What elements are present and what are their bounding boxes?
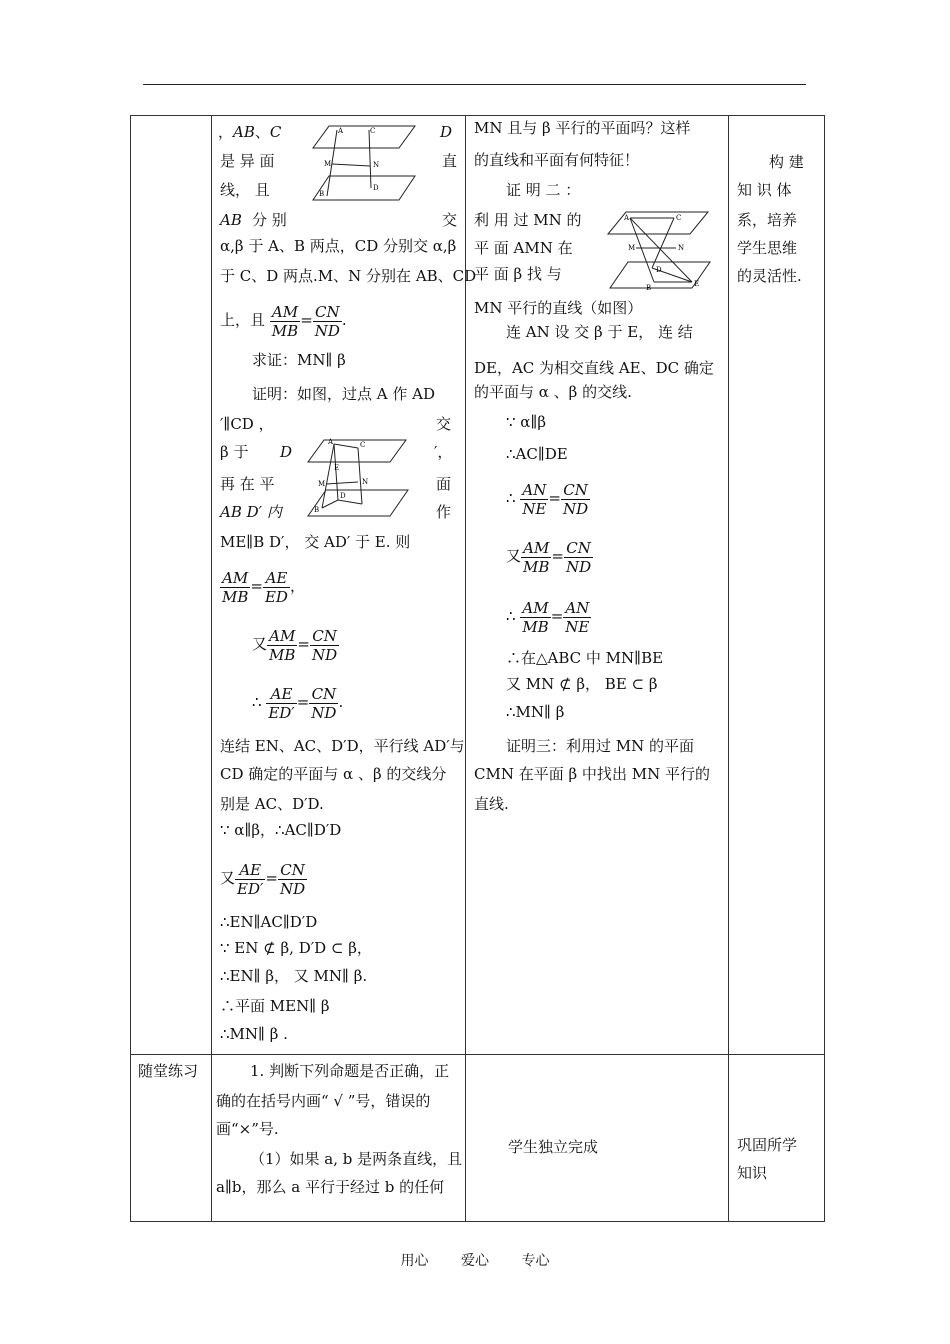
stage-cell bbox=[131, 1055, 212, 1222]
label: N bbox=[373, 161, 380, 169]
text: 、 bbox=[254, 123, 270, 141]
text: ′， bbox=[434, 443, 453, 461]
text: 画“×”号. bbox=[216, 1120, 279, 1138]
text: C bbox=[269, 123, 282, 141]
activity-cell bbox=[466, 116, 729, 1055]
text: 直 bbox=[442, 152, 458, 170]
label: B bbox=[646, 284, 652, 292]
fraction: $\frac{CN}{ND}$ bbox=[314, 302, 340, 340]
text: 交 bbox=[436, 415, 452, 433]
label: N bbox=[678, 244, 685, 252]
text: 于 C、D 两点.M、N 分别在 AB、CD bbox=[220, 267, 477, 285]
text: 的直线和平面有何特征！ bbox=[474, 151, 640, 169]
text: ∴平面 MEN∥ β bbox=[220, 997, 330, 1015]
text: AB D′ 内 bbox=[220, 503, 282, 521]
text: 学生独立完成 bbox=[508, 1138, 599, 1156]
footer-text: 专心 bbox=[521, 1253, 550, 1269]
label: E bbox=[334, 464, 340, 472]
text: 知 识 体 bbox=[737, 181, 792, 199]
text: MN 且与 β 平行的平面吗？这样 bbox=[474, 119, 691, 137]
table-row bbox=[131, 116, 825, 1055]
text: 学生思维 bbox=[737, 239, 798, 257]
text: 分 别 bbox=[252, 211, 287, 229]
fraction: $\frac{AM}{MB}$ bbox=[271, 302, 299, 340]
text: = bbox=[300, 311, 313, 329]
text: D bbox=[440, 123, 453, 141]
label: B bbox=[319, 190, 325, 198]
text: 面 bbox=[436, 475, 452, 493]
intent-cell bbox=[729, 116, 825, 1055]
label: B bbox=[314, 506, 320, 514]
header-rule bbox=[143, 84, 806, 85]
label: N bbox=[362, 478, 369, 486]
fraction: $\frac{AN}{NE}$ bbox=[522, 480, 547, 518]
text: D bbox=[280, 443, 293, 461]
fraction: $\frac{AE}{ED'}$ bbox=[237, 860, 264, 898]
text: ∴ bbox=[506, 489, 516, 507]
text: 证 明 二 ： bbox=[506, 181, 581, 199]
footer-text: 爱心 bbox=[461, 1253, 489, 1269]
fraction: $\frac{AN}{NE}$ bbox=[565, 598, 590, 636]
label: M bbox=[318, 480, 326, 488]
text: 直线. bbox=[474, 795, 509, 813]
text: . bbox=[338, 693, 344, 711]
text: CMN 在平面 β 中找出 MN 平行的 bbox=[474, 765, 710, 783]
text: α,β 于 A、B 两点，CD 分别交 α,β bbox=[220, 237, 457, 255]
label: A bbox=[624, 214, 630, 222]
text: 知识 bbox=[737, 1164, 768, 1182]
text: = bbox=[551, 547, 564, 565]
text: 作 bbox=[436, 503, 452, 521]
text: ∵ α∥β bbox=[506, 413, 547, 431]
text: β 于 bbox=[220, 443, 249, 461]
exercise-intent-cell bbox=[729, 1055, 825, 1222]
figure-proof-one bbox=[304, 434, 414, 524]
text: 的平面与 α 、β 的交线. bbox=[474, 383, 632, 401]
text: AB bbox=[220, 211, 242, 229]
label: C bbox=[676, 214, 682, 222]
stage-label: 随堂练习 bbox=[138, 1062, 199, 1080]
text: DE，AC 为相交直线 AE、DC 确定 bbox=[474, 359, 714, 377]
fraction: $\frac{CN}{ND}$ bbox=[562, 480, 589, 518]
page-footer bbox=[0, 1250, 950, 1270]
text: = bbox=[548, 489, 561, 507]
text: 连 AN 设 交 β 于 E， 连 结 bbox=[506, 323, 693, 341]
text: ∴EN∥AC∥D′D bbox=[220, 913, 318, 931]
table-row bbox=[131, 1055, 825, 1222]
text: 又 bbox=[220, 869, 236, 887]
text: AB bbox=[233, 123, 255, 141]
text: 1. 判断下列命题是否正确，正 bbox=[250, 1062, 450, 1080]
label: A bbox=[328, 438, 334, 446]
text: 证明三：利用过 MN 的平面 bbox=[506, 737, 695, 755]
text: 连结 EN、AC、D′D，平行线 AD′与 bbox=[220, 737, 465, 755]
label: C bbox=[360, 441, 366, 449]
text: ∴ bbox=[506, 607, 516, 625]
text: ∴AC∥DE bbox=[506, 445, 568, 463]
label: A bbox=[338, 127, 344, 135]
text: 确的在括号内画“ √ ”号，错误的 bbox=[216, 1092, 431, 1110]
text: ∵ α∥β，∴AC∥D′D bbox=[220, 821, 342, 839]
text: 证明：如图，过点 A 作 AD bbox=[252, 385, 435, 403]
text: ， bbox=[218, 123, 234, 141]
text: （1）如果 a, b 是两条直线，且 bbox=[250, 1150, 463, 1168]
text: 线， 且 bbox=[220, 181, 270, 199]
fraction: $\frac{CN}{ND}$ bbox=[279, 860, 306, 898]
footer-text: 用心 bbox=[400, 1253, 429, 1269]
text: 又 MN ⊄ β， BE ⊂ β bbox=[506, 675, 658, 693]
fraction: $\frac{AE}{ED}$ bbox=[264, 568, 288, 606]
text: 又 bbox=[506, 547, 522, 565]
text: ′∥CD ， bbox=[220, 415, 274, 433]
text: 利 用 过 MN 的 bbox=[474, 211, 582, 229]
label: D bbox=[340, 492, 346, 500]
text: 的灵活性. bbox=[737, 267, 802, 285]
text: 系，培养 bbox=[737, 211, 798, 229]
fraction: $\frac{CN}{ND}$ bbox=[311, 626, 338, 664]
text: 又 bbox=[252, 635, 268, 653]
text: = bbox=[550, 607, 564, 625]
text: . bbox=[341, 311, 347, 329]
label: C bbox=[370, 127, 376, 135]
text: ∴EN∥ β， 又 MN∥ β. bbox=[220, 967, 368, 985]
text: ∴在△ABC 中 MN∥BE bbox=[506, 649, 664, 667]
label: M bbox=[324, 160, 332, 168]
text: ∴MN∥ β bbox=[506, 703, 565, 721]
fraction: $\frac{CN}{ND}$ bbox=[565, 538, 592, 576]
text: = bbox=[296, 693, 310, 711]
text: 巩固所学 bbox=[737, 1136, 798, 1154]
text: ， bbox=[289, 577, 305, 595]
content-cell bbox=[212, 116, 477, 1055]
text: ∴MN∥ β . bbox=[220, 1025, 288, 1043]
text: 再 在 平 bbox=[220, 475, 275, 493]
text: = bbox=[250, 577, 263, 595]
lesson-table bbox=[130, 115, 825, 1222]
figure-proof-two bbox=[606, 208, 716, 294]
label: D bbox=[656, 266, 662, 274]
exercise-activity-cell bbox=[466, 1055, 729, 1222]
text: ∴ bbox=[252, 693, 262, 711]
text: 上，且 bbox=[220, 311, 266, 329]
fraction: $\frac{AE}{ED'}$ bbox=[268, 684, 295, 722]
text: 平 面 AMN 在 bbox=[474, 239, 573, 257]
fraction: $\frac{AM}{MB}$ bbox=[523, 538, 550, 576]
label: M bbox=[628, 244, 636, 252]
text: 求证：MN∥ β bbox=[252, 351, 346, 369]
fraction: $\frac{AM}{MB}$ bbox=[222, 568, 249, 606]
label: E bbox=[694, 280, 700, 288]
fraction: $\frac{CN}{ND}$ bbox=[311, 684, 337, 722]
text: 别是 AC、D′D. bbox=[220, 795, 324, 813]
fraction: $\frac{AM}{MB}$ bbox=[522, 598, 549, 636]
text: 交 bbox=[442, 211, 458, 229]
label: D bbox=[373, 184, 379, 192]
exercise-cell bbox=[212, 1055, 466, 1222]
figure-skew-lines-planes bbox=[307, 118, 437, 206]
text: MN 平行的直线（如图） bbox=[474, 299, 643, 317]
text: 平 面 β 找 与 bbox=[474, 265, 562, 283]
text: ∵ EN ⊄ β, D′D ⊂ β， bbox=[220, 939, 372, 957]
text: = bbox=[265, 869, 278, 887]
stage-cell-empty bbox=[131, 116, 212, 1055]
text: CD 确定的平面与 α 、β 的交线分 bbox=[220, 765, 447, 783]
text: a∥b，那么 a 平行于经过 b 的任何 bbox=[216, 1178, 445, 1196]
fraction: $\frac{AM}{MB}$ bbox=[269, 626, 296, 664]
text: 是 异 面 bbox=[220, 152, 275, 170]
text: 构 建 bbox=[769, 153, 804, 171]
text: ME∥B D′， 交 AD′ 于 E. 则 bbox=[220, 533, 411, 551]
text: = bbox=[297, 635, 310, 653]
